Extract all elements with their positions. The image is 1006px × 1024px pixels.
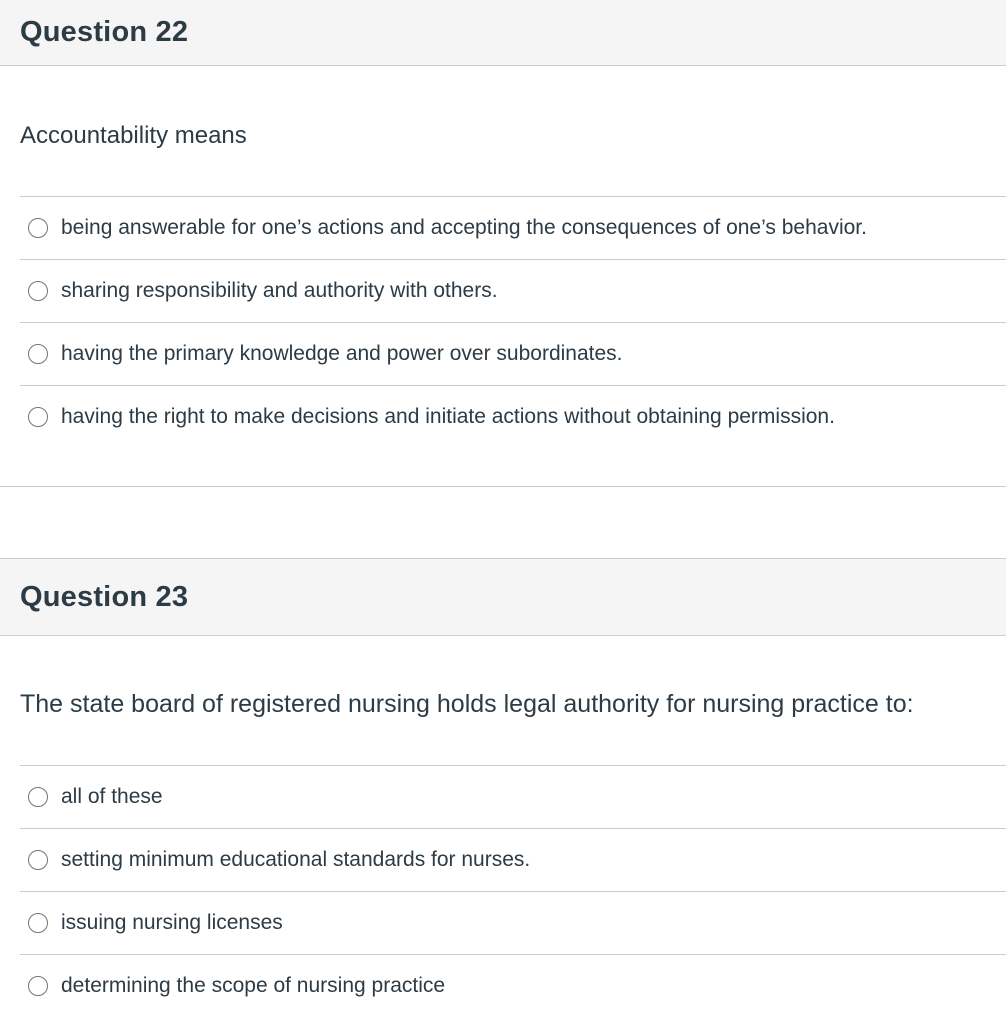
question-text: The state board of registered nursing holds legal authority for nursing practice to: xyxy=(20,690,914,718)
answer-list xyxy=(20,196,1006,448)
answer-option[interactable] xyxy=(20,322,1006,385)
question-22 xyxy=(0,0,1006,428)
answer-label: issuing nursing licenses xyxy=(61,911,283,934)
answer-option[interactable] xyxy=(20,196,1006,259)
question-divider xyxy=(0,486,1006,487)
answer-option[interactable] xyxy=(20,891,1006,954)
answer-option[interactable] xyxy=(20,385,1006,448)
answer-label: being answerable for one’s actions and accepting the consequences of one’s behavior. xyxy=(61,216,867,239)
radio-button[interactable] xyxy=(28,344,48,364)
answer-option[interactable] xyxy=(20,259,1006,322)
radio-button[interactable] xyxy=(28,787,48,807)
answer-label: setting minimum educational standards for nurses. xyxy=(61,848,531,871)
radio-button[interactable] xyxy=(28,976,48,996)
answer-option[interactable] xyxy=(20,954,1006,1017)
answer-option[interactable] xyxy=(20,765,1006,828)
question-23 xyxy=(0,558,1006,997)
radio-button[interactable] xyxy=(28,850,48,870)
radio-button[interactable] xyxy=(28,281,48,301)
radio-button[interactable] xyxy=(28,218,48,238)
answer-option[interactable] xyxy=(20,828,1006,891)
question-header xyxy=(0,558,1006,636)
radio-button[interactable] xyxy=(28,407,48,427)
answer-label: having the primary knowledge and power over subordinates. xyxy=(61,342,623,365)
question-title: Question 23 xyxy=(20,580,189,613)
question-title: Question 22 xyxy=(20,16,189,48)
question-header xyxy=(0,0,1006,66)
answer-label: all of these xyxy=(61,785,163,808)
answer-label: having the right to make decisions and initiate actions without obtaining permission. xyxy=(61,405,835,428)
answer-label: determining the scope of nursing practice xyxy=(61,974,446,997)
question-text: Accountability means xyxy=(20,122,247,149)
answer-label: sharing responsibility and authority with others. xyxy=(61,279,498,302)
answer-list xyxy=(20,765,1006,1017)
radio-button[interactable] xyxy=(28,913,48,933)
